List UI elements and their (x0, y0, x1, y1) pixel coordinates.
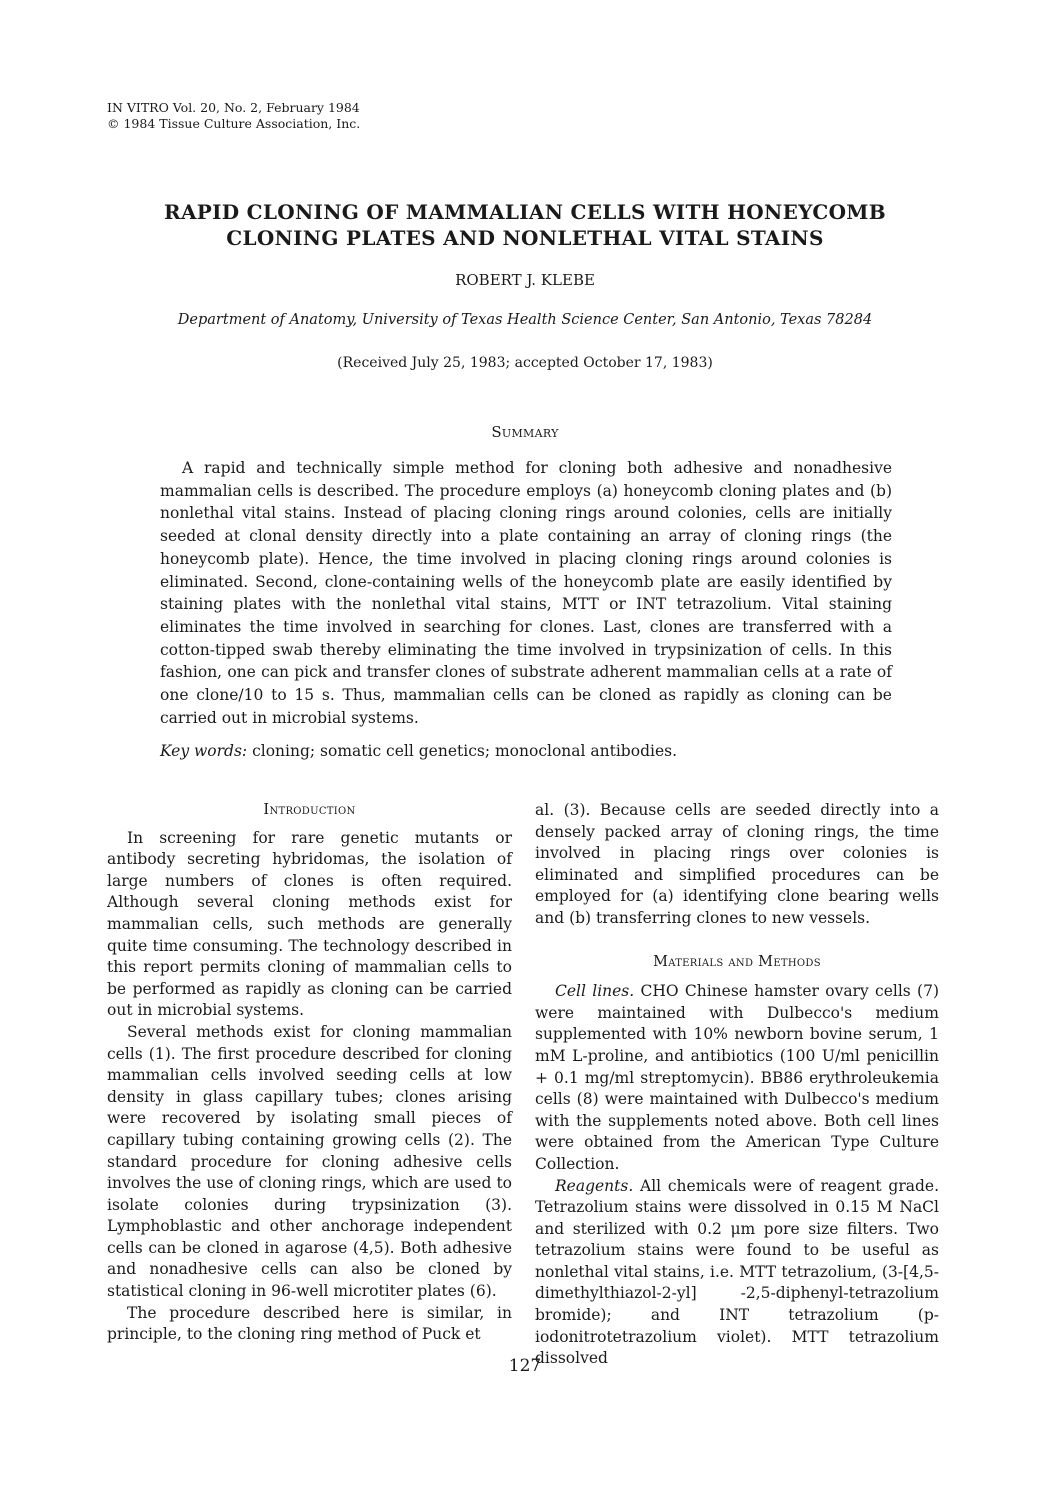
methods-heading: Materials and Methods (653, 953, 821, 970)
journal-citation: IN VITRO Vol. 20, No. 2, February 1984 (107, 100, 360, 115)
keywords-text: cloning; somatic cell genetics; monoclonal antibodies. (252, 742, 677, 761)
intro-paragraph-3-continued: al. (3). Because cells are seeded directly into a densely packed array of cloning rings, the time involved in placing rings over colonies is eliminated and simplified procedures can be employed for (a) identifying clone bearing wells and (b) transferring clones to new vessels. (535, 801, 939, 927)
received-dates: (Received July 25, 1983; accepted October 17, 1983) (337, 355, 713, 371)
reagents-label: Reagents. (555, 1176, 634, 1195)
summary-heading: Summary (491, 423, 559, 441)
keywords-label: Key words: (160, 742, 248, 761)
title-line-2: CLONING PLATES AND NONLETHAL VITAL STAINS (226, 226, 824, 250)
title-line-1: RAPID CLONING OF MAMMALIAN CELLS WITH HONEYCOMB (164, 200, 886, 224)
author: ROBERT J. KLEBE (455, 271, 595, 289)
reagents-paragraph (535, 1176, 939, 1370)
intro-paragraph-3: The procedure described here is similar, in principle, to the cloning ring method of Puck et (107, 1303, 512, 1344)
intro-paragraph-2: Several methods exist for cloning mammalian cells (1). The first procedure described for cloning mammalian cells involved seeding cells at low density in glass capillary tubes; clones arising were recovered by isolating small pieces of capillary tubing containing growing cells (2). The standard procedure for cloning adhesive cells involves the use of cloning rings, which are used to isolate colonies during trypsinization (3). Lymphoblastic and other anchorage independent cells can be cloned in agarose (4,5). Both adhesive and nonadhesive cells can also be cloned by statistical cloning in 96-well microtiter plates (6). (107, 1022, 512, 1301)
right-column (535, 800, 939, 1370)
reagents-text: All chemicals were of reagent grade. Tetrazolium stains were dissolved in 0.15 M NaCl and sterilized with 0.2 μm pore size filters. Two tetrazolium stains were found to be useful as nonlethal vital stains, i.e. MTT tetrazolium, (3-[4,5-dimethylthiazol-2-yl] -2,5-diphenyl-tetrazolium bromide); and INT tetrazolium (p-iodonitrotetrazolium violet). MTT tetrazolium dissolved (535, 1176, 939, 1368)
keywords (160, 740, 892, 763)
summary-text: A rapid and technically simple method for cloning both adhesive and nonadhesive mammalian cells is described. The procedure employs (a) honeycomb cloning plates and (b) nonlethal vital stains. Instead of placing cloning rings around colonies, cells are initially seeded at clonal density directly into a plate containing an array of cloning rings (the honeycomb plate). Hence, the time involved in placing cloning rings around colonies is eliminated. Second, clone-containing wells of the honeycomb plate are easily identified by staining plates with the nonlethal vital stains, MTT or INT tetrazolium. Vital staining eliminates the time involved in searching for clones. Last, clones are transferred with a cotton-tipped swab thereby eliminating the time involved in trypsinization of cells. In this fashion, one can pick and transfer clones of substrate adherent mammalian cells at a rate of one clone/10 to 15 s. Thus, mammalian cells can be cloned as rapidly as cloning can be carried out in microbial systems. (160, 459, 892, 727)
left-column (107, 800, 512, 1346)
copyright-line: © 1984 Tissue Culture Association, Inc. (107, 116, 361, 131)
affiliation: Department of Anatomy, University of Texas Health Science Center, San Antonio, Texas 78284 (177, 312, 873, 328)
cell-lines-label: Cell lines. (555, 982, 635, 1001)
summary-block (160, 457, 892, 763)
introduction-heading: Introduction (263, 802, 356, 818)
journal-header (107, 100, 360, 132)
cell-lines-text: CHO Chinese hamster ovary cells (7) were maintained with Dulbecco's medium supplemented with 10% newborn bovine serum, 1 mM L-proline, and antibiotics (100 U/ml penicillin + 0.1 mg/ml streptomycin). BB86 erythroleukemia cells (8) were maintained with Dulbecco's medium with the supplements noted above. Both cell lines were obtained from the American Type Culture Collection. (535, 982, 939, 1173)
cell-lines-paragraph (535, 981, 939, 1175)
page-number: 127 (508, 1356, 542, 1376)
article-title (100, 199, 950, 251)
intro-paragraph-1: In screening for rare genetic mutants or antibody secreting hybridomas, the isolation of large numbers of clones is often required. Although several cloning methods exist for mammalian cells, such methods are generally quite time consuming. The technology described in this report permits cloning of mammalian cells to be performed as rapidly as cloning can be carried out in microbial systems. (107, 828, 512, 1020)
